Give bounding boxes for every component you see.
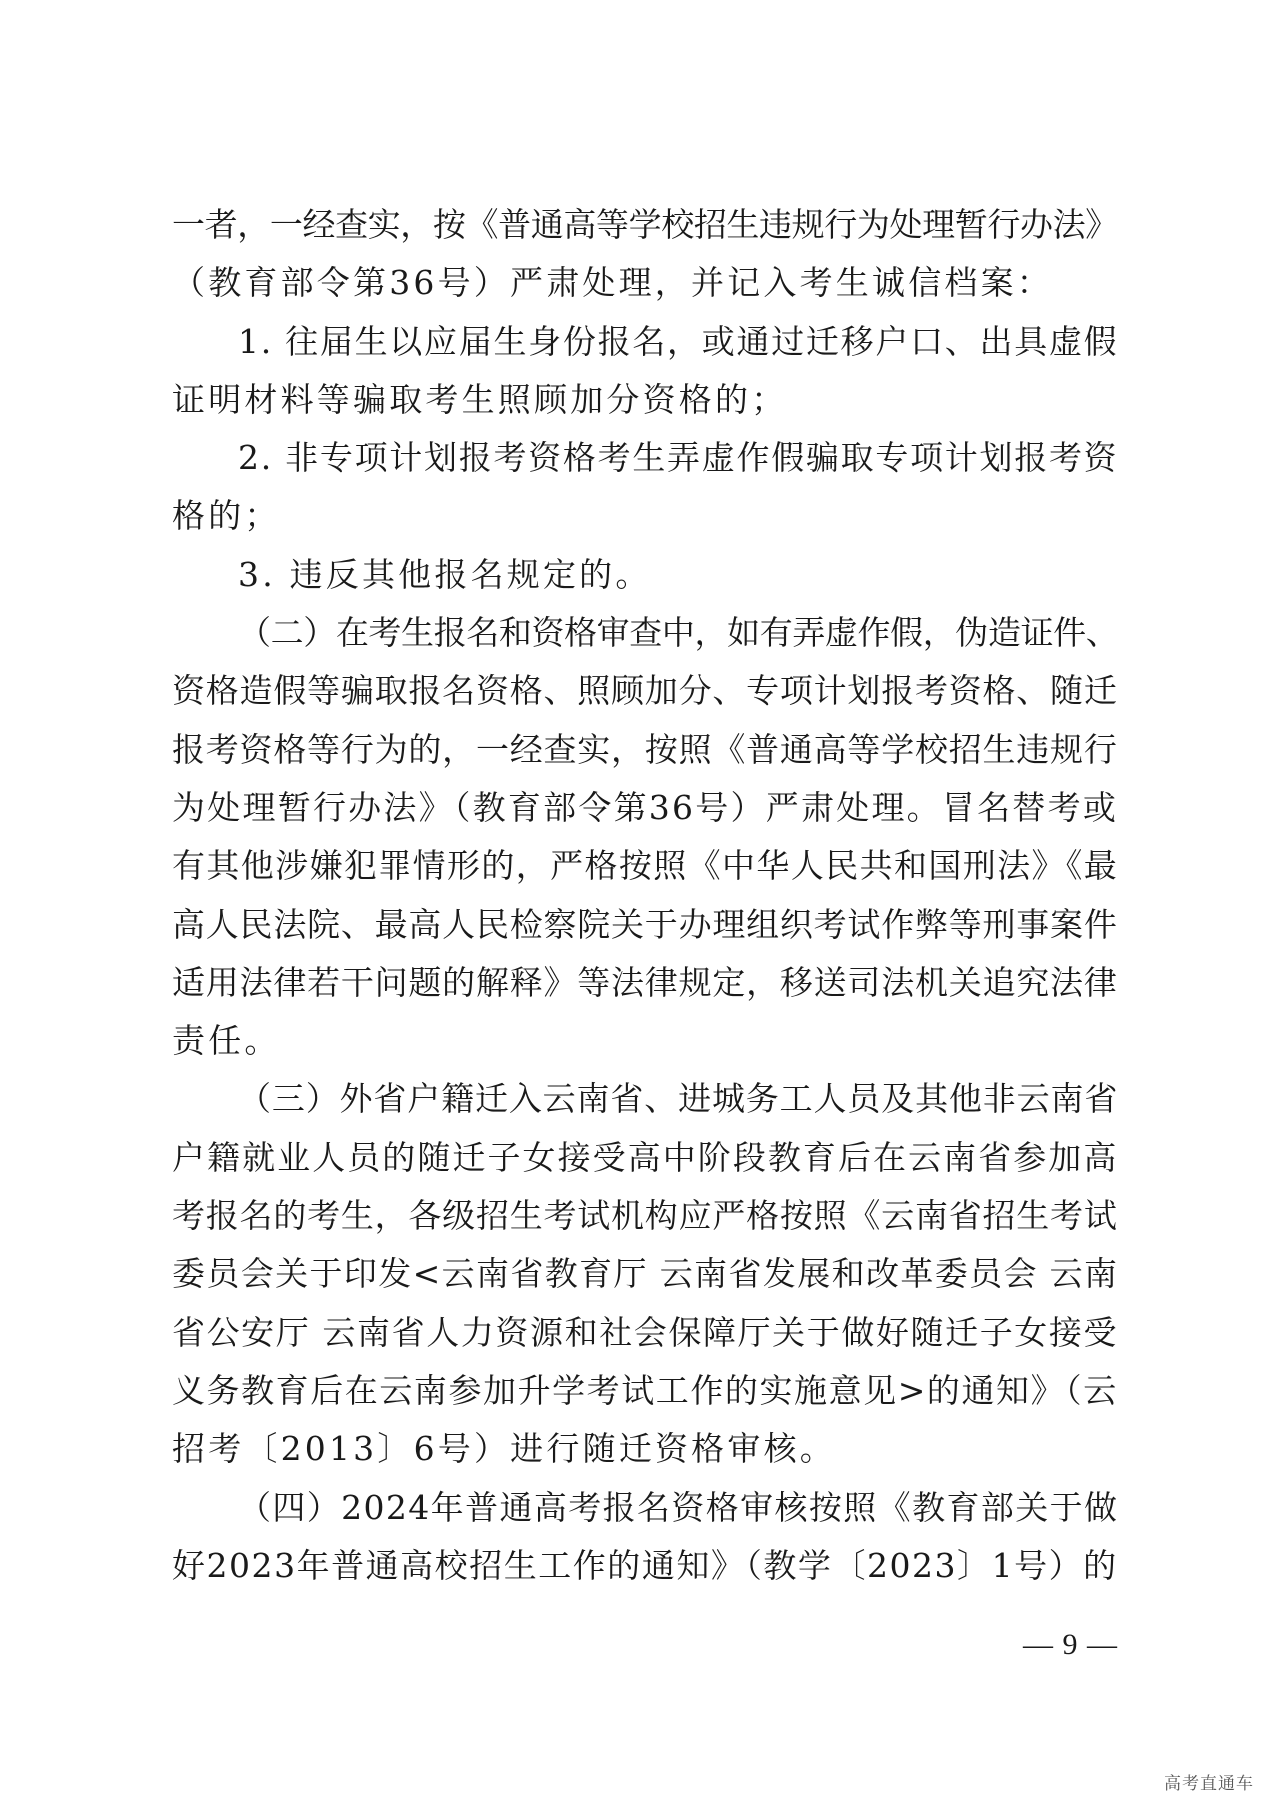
text-line: 责任。 <box>172 1021 281 1061</box>
text-line: 格的； <box>172 496 281 536</box>
text-line: （四）2024年普通高考报名资格审核按照《教育部关于做 <box>238 1487 1119 1527</box>
text-line: 证明材料等骗取考生照顾加分资格的； <box>172 379 788 419</box>
text-line: 报考资格等行为的，一经查实，按照《普通高等学校招生违规行 <box>172 729 1118 769</box>
text-line: 有其他涉嫌犯罪情形的，严格按照《中华人民共和国刑法》《最 <box>172 846 1119 886</box>
text-line: 考报名的考生，各级招生考试机构应严格按照《云南省招生考试 <box>172 1196 1118 1236</box>
text-line: 委员会关于印发<云南省教育厅 云南省发展和改革委员会 云南 <box>172 1254 1119 1294</box>
document-body <box>172 196 1118 1595</box>
text-line: 适用法律若干问题的解释》等法律规定，移送司法机关追究法律 <box>172 962 1118 1002</box>
text-line: 2. 非专项计划报考资格考生弄虚作假骗取专项计划报考资 <box>238 438 1119 478</box>
text-line: 3. 违反其他报名规定的。 <box>238 554 652 594</box>
text-line: （三）外省户籍迁入云南省、进城务工人员及其他非云南省 <box>238 1079 1119 1119</box>
text-line: 招考〔2013〕6号）进行随迁资格审核。 <box>172 1429 836 1469</box>
text-line: 为处理暂行办法》（教育部令第36号）严肃处理。冒名替考或 <box>172 787 1119 827</box>
text-line: 一者，一经查实，按《普通高等学校招生违规行为处理暂行办法》 <box>172 205 1118 244</box>
text-line: （二）在考生报名和资格审查中，如有弄虚作假，伪造证件、 <box>238 613 1119 653</box>
text-line: 省公安厅 云南省人力资源和社会保障厅关于做好随迁子女接受 <box>172 1312 1119 1352</box>
text-line: （教育部令第36号）严肃处理，并记入考生诚信档案： <box>172 263 1053 303</box>
text-line: 户籍就业人员的随迁子女接受高中阶段教育后在云南省参加高 <box>172 1137 1119 1177</box>
page-number: — 9 — <box>1023 1628 1118 1661</box>
watermark-text: 高考直通车 <box>1164 1774 1254 1794</box>
text-line: 高人民法院、最高人民检察院关于办理组织考试作弊等刑事案件 <box>172 904 1118 944</box>
text-line: 义务教育后在云南参加升学考试工作的实施意见>的通知》（云 <box>172 1370 1118 1410</box>
text-line: 好2023年普通高校招生工作的通知》（教学〔2023〕1号）的 <box>172 1545 1118 1585</box>
text-line: 资格造假等骗取报名资格、照顾加分、专项计划报考资格、随迁 <box>172 671 1118 711</box>
text-line: 1. 往届生以应届生身份报名，或通过迁移户口、出具虚假 <box>238 321 1119 361</box>
